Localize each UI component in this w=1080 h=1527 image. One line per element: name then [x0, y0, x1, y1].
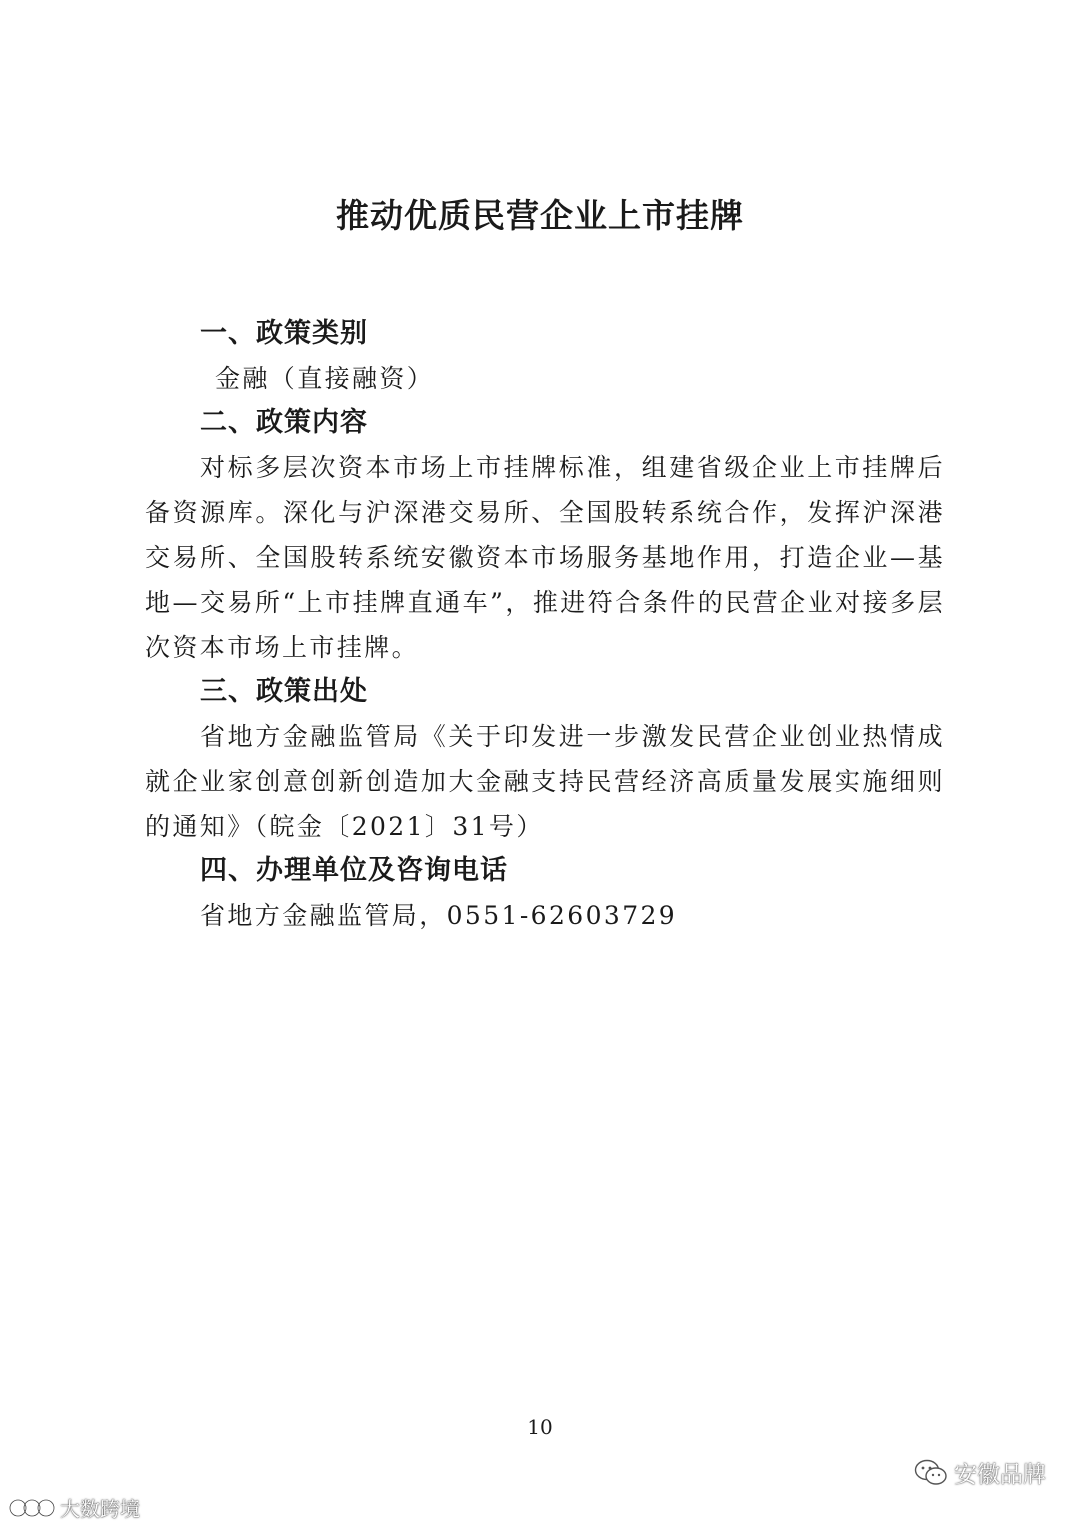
section-heading-content: 二、政策内容 [200, 407, 368, 438]
section-body-source: 省地方金融监管局《关于印发进一步激发民营企业创业热情成就企业家创意创新创造加大金融支持民营经济高质量发展实施细则的通知》（皖金〔2021〕31号） [145, 722, 945, 841]
section-body-category: 金融（直接融资） [215, 364, 435, 393]
section-body-contact: 省地方金融监管局，0551-62603729 [200, 901, 678, 930]
section-body-content: 对标多层次资本市场上市挂牌标准，组建省级企业上市挂牌后备资源库。深化与沪深港交易所、全国股转系统合作，发挥沪深港交易所、全国股转系统安徽资本市场服务基地作用，打造企业—基地—交易所“上市挂牌直通车”，推进符合条件的民营企业对接多层次资本市场上市挂牌。 [145, 453, 945, 662]
section-heading-category: 一、政策类别 [200, 318, 368, 349]
document-body [145, 312, 945, 938]
watermark-left-text: 大数跨境 [60, 1497, 140, 1521]
wechat-icon [914, 1459, 948, 1487]
section-heading-source: 三、政策出处 [200, 676, 368, 707]
watermark-right [914, 1456, 1046, 1489]
watermark-left [8, 1493, 140, 1522]
document-title: 推动优质民营企业上市挂牌 [336, 196, 744, 235]
page-number: 10 [527, 1415, 553, 1439]
brand-logo-icon [8, 1496, 56, 1520]
section-heading-contact: 四、办理单位及咨询电话 [200, 855, 508, 886]
watermark-right-text: 安徽品牌 [954, 1462, 1046, 1488]
